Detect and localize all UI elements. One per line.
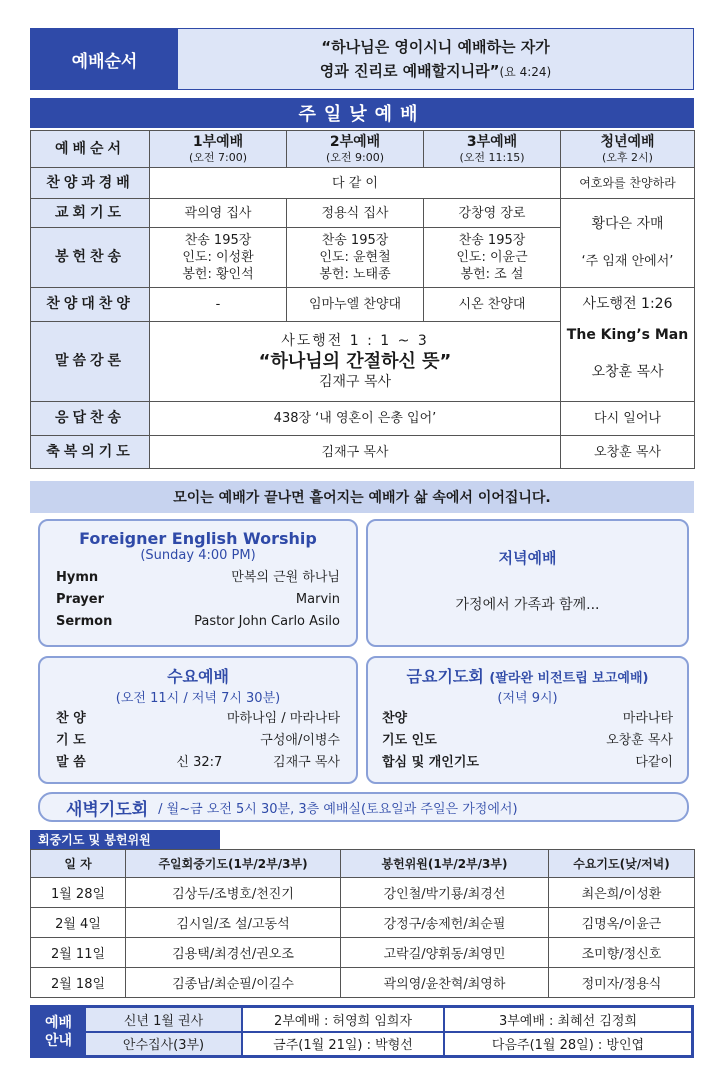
guide-r2c1: 안수집사(3부): [86, 1033, 241, 1056]
table-row: 1월 28일 김상두/조병호/천진기 강인철/박기룡/최경선 최은희/이성환: [31, 878, 695, 908]
header: [30, 28, 694, 90]
wednesday-worship-box: [38, 656, 358, 784]
order-col-header: 예배순서: [31, 131, 150, 168]
response-all: 438장 ‘내 영혼이 은총 입어’: [150, 402, 561, 436]
response-row: [31, 402, 695, 436]
offering-s2: 찬송 195장 인도: 윤현철 봉헌: 노태종: [287, 228, 424, 288]
prayer-table-header: [31, 850, 695, 878]
service-3-header: 3부예배 (오전 11:15): [424, 131, 561, 168]
youth-prayer-offering: 황다은 자매 ‘주 임재 안에서’: [561, 199, 695, 288]
response-label: 응답찬송: [31, 402, 150, 436]
prayer-s3: 강창영 장로: [424, 199, 561, 228]
prayer-committee-table: [30, 849, 695, 998]
guide-label: 예배 안내: [44, 1014, 73, 1049]
friday-prayer-box: [366, 656, 689, 784]
choir-s3: 시온 찬양대: [424, 288, 561, 322]
friday-time: (저녁 9시): [497, 691, 558, 706]
praise-label: 찬양과경배: [31, 168, 150, 199]
offering-s1: 찬송 195장 인도: 이성환 봉헌: 황인석: [150, 228, 287, 288]
praise-all: 다 같 이: [150, 168, 561, 199]
wednesday-time: (오전 11시 / 저녁 7시 30분): [115, 691, 281, 706]
friday-row-group: 합심 및 개인기도 다같이: [382, 755, 673, 770]
service-1-header: 1부예배 (오전 7:00): [150, 131, 287, 168]
service-2-header: 2부예배 (오전 9:00): [287, 131, 424, 168]
table-row: 2월 11일 김용택/최경선/권오조 고락길/양휘동/최영민 조미향/정신호: [31, 938, 695, 968]
youth-service-header: 청년예배 (오후 2시): [561, 131, 695, 168]
prayer-s1: 곽의영 집사: [150, 199, 287, 228]
guide-r1c1: 신년 1월 권사: [86, 1008, 241, 1031]
header-wednesday-prayer: 수요기도(낮/저녁): [549, 850, 695, 878]
benediction-row: [31, 436, 695, 469]
dawn-prayer-bar: [38, 792, 689, 822]
evening-worship-text: 가정에서 가족과 함께...: [455, 597, 600, 613]
sermon-title: “하나님의 간절하신 뜻”: [258, 350, 452, 372]
header-label: 예배순서: [31, 29, 178, 89]
sunday-service-banner: 주일낮예배: [30, 98, 694, 128]
benediction-youth: 오창훈 목사: [561, 436, 695, 469]
guide-r2c3: 다음주(1월 28일) : 방인엽: [445, 1033, 691, 1056]
quote-line-1: “하나님은 영이시니 예배하는 자가: [321, 37, 550, 56]
youth-choir-sermon: 사도행전 1:26 The King’s Man 오창훈 목사: [561, 288, 695, 402]
sermon-main: [150, 322, 561, 402]
sermon-pastor: 김재구 목사: [318, 373, 392, 390]
table-row: 2월 4일 김시일/조 설/고동석 강정구/송제헌/최순필 김명옥/이윤근: [31, 908, 695, 938]
order-header-row: [31, 131, 695, 168]
dawn-detail: / 월~금 오전 5시 30분, 3층 예배실(토요일과 주일은 가정에서): [158, 801, 518, 817]
quote-ref: (요 4:24): [499, 64, 552, 79]
prayer-label: 교회기도: [31, 199, 150, 228]
evening-worship-title: 저녁예배: [498, 549, 557, 567]
worship-guide: [30, 1005, 694, 1058]
choir-label: 찬양대찬양: [31, 288, 150, 322]
praise-row: [31, 168, 695, 199]
english-worship-box: [38, 519, 358, 647]
prayer-committee-label: 회중기도 및 봉헌위원: [30, 830, 220, 849]
guide-grid: [86, 1006, 693, 1057]
evening-worship-box: [366, 519, 689, 647]
slogan: 모이는 예배가 끝나면 흩어지는 예배가 삶 속에서 이어집니다.: [30, 481, 694, 513]
guide-r1c2: 2부예배 : 허영희 임희자: [243, 1008, 443, 1031]
offering-label: 봉헌찬송: [31, 228, 150, 288]
table-row: 2월 18일 김종남/최순필/이길수 곽의영/윤찬혁/최영하 정미자/정용식: [31, 968, 695, 998]
header-sunday-prayer: 주일회중기도(1부/2부/3부): [126, 850, 341, 878]
response-youth: 다시 일어나: [561, 402, 695, 436]
wednesday-row-praise: 찬 양 마하나임 / 마라나타: [56, 711, 340, 726]
english-row-prayer: Prayer Marvin: [56, 592, 340, 607]
english-worship-title: Foreigner English Worship: [79, 529, 317, 548]
wednesday-row-sermon: 말 씀 신 32:7 김재구 목사: [56, 755, 340, 770]
wednesday-title: 수요예배: [167, 667, 229, 686]
friday-row-prayer: 기도 인도 오창훈 목사: [382, 733, 673, 748]
english-row-sermon: Sermon Pastor John Carlo Asilo: [56, 614, 340, 629]
offering-s3: 찬송 195장 인도: 이윤근 봉헌: 조 설: [424, 228, 561, 288]
header-offering: 봉헌위원(1부/2부/3부): [341, 850, 549, 878]
prayer-s2: 정용식 집사: [287, 199, 424, 228]
friday-row-praise: 찬양 마라나타: [382, 711, 673, 726]
benediction-all: 김재구 목사: [150, 436, 561, 469]
praise-youth: 여호와를 찬양하라: [561, 168, 695, 199]
quote-line-2: 영과 진리로 예배할지니라”(요 4:24): [319, 61, 552, 80]
header-date: 일 자: [31, 850, 126, 878]
header-quote: [178, 29, 693, 89]
worship-order-table: [30, 130, 695, 469]
wednesday-row-prayer: 기 도 구성애/이병수: [56, 733, 340, 748]
guide-r1c3: 3부예배 : 최혜선 김정희: [445, 1008, 691, 1031]
sermon-label: 말씀강론: [31, 322, 150, 402]
friday-title: 금요기도회 (팔라완 비전트립 보고예배): [406, 667, 649, 686]
choir-s1: -: [150, 288, 287, 322]
choir-s2: 임마누엘 찬양대: [287, 288, 424, 322]
guide-r2c2: 금주(1월 21일) : 박형선: [243, 1033, 443, 1056]
dawn-title: 새벽기도회: [66, 799, 149, 820]
english-row-hymn: Hymn 만복의 근원 하나님: [56, 570, 340, 585]
english-worship-time: (Sunday 4:00 PM): [140, 548, 256, 563]
choir-row: [31, 288, 695, 322]
prayer-row: [31, 199, 695, 228]
sermon-ref: 사도행전 1 : 1 ~ 3: [281, 332, 429, 349]
benediction-label: 축복의기도: [31, 436, 150, 469]
